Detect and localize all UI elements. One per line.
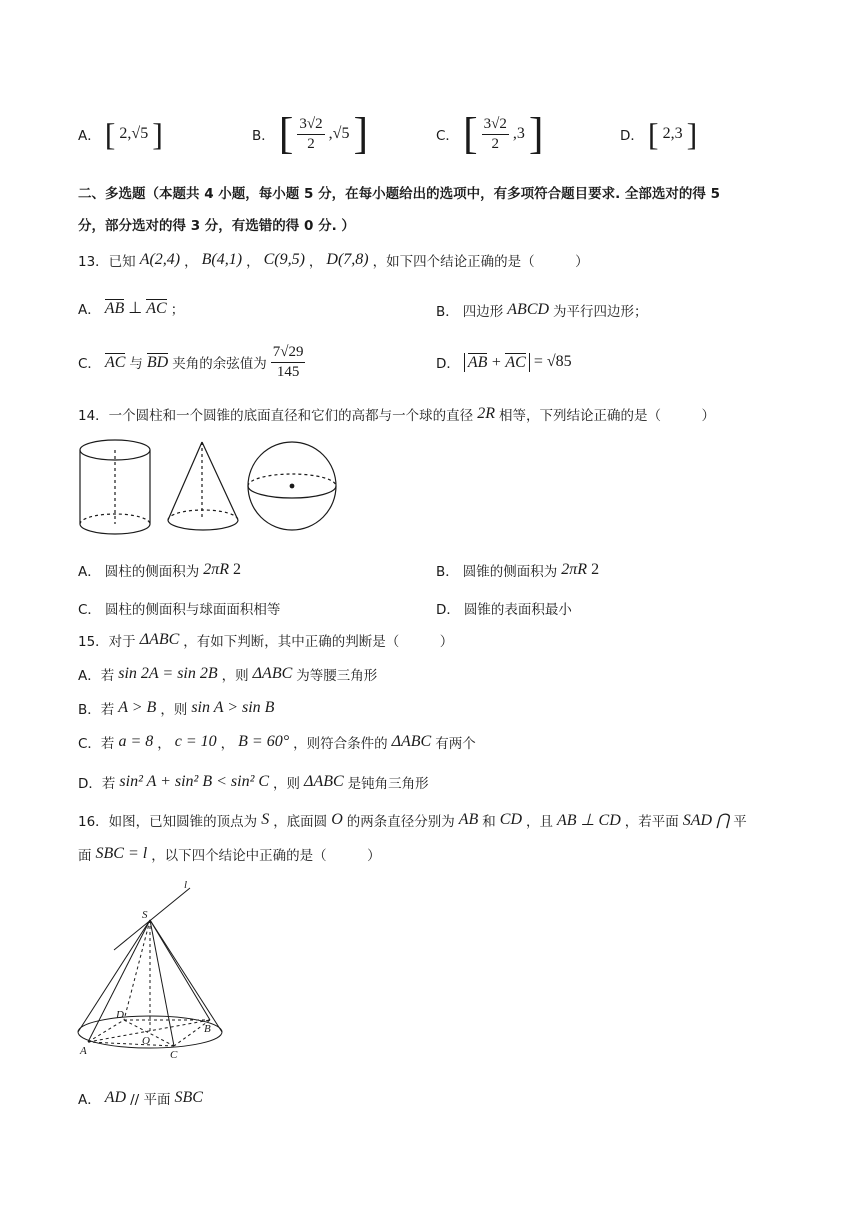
right-bracket: ] [686, 116, 698, 152]
fig-label-c: C [170, 1049, 178, 1060]
q16-stem-line1: 16．如图，已知圆锥的顶点为 S ，底面圆 O 的两条直径分别为 AB 和 CD ，且 AB ⊥ CD ，若平面 SAD ⋂ 平 [78, 811, 747, 830]
q12-option-b-fraction: $\frac{3√2}{2}$ [299, 116, 323, 152]
q12-option-b-label: B． [252, 128, 275, 144]
q15-option-c: C．若 a = 8 ， c = 10 ， B = 60° ，则符合条件的 ΔABC 有两个 [78, 733, 476, 752]
fig-label-d: D [116, 1009, 124, 1021]
fig-label-s: S [142, 909, 148, 921]
fig-label-a: A [80, 1045, 87, 1057]
q13-option-a: A． AB ⊥ AC ； [78, 300, 185, 318]
section-heading-line2: 分，部分选对的得 3 分，有选错的得 0 分. ） [78, 218, 355, 234]
q12-option-d-value: 2,3 [662, 125, 683, 142]
q14-stem: 14．一个圆柱和一个圆锥的底面直径和它们的高都与一个球的直径 2R 相等，下列结论正确的是（ ） [78, 405, 715, 424]
point-a: A(2,4) [139, 251, 181, 268]
left-bracket: [ [462, 109, 478, 158]
q12-option-b-rest: ,√5 [328, 125, 350, 142]
q13-option-b: B． 四边形 ABCD 为平行四边形； [436, 301, 648, 320]
right-bracket: ] [528, 109, 544, 158]
q12-option-c-label: C． [436, 128, 459, 144]
q13-option-c: C． AC 与 BD 夹角的余弦值为 $\frac{7√29}{145}$ [78, 344, 304, 380]
q15-stem: 15．对于 ΔABC ，有如下判断，其中正确的判断是（ ） [78, 631, 454, 650]
q12-option-a-label: A． [78, 128, 101, 144]
left-bracket: [ [104, 116, 116, 152]
vector-bd: BD [146, 354, 169, 371]
fig-label-o: O [142, 1035, 150, 1047]
cylinder-cone-sphere-figure [78, 436, 358, 540]
vector-ac: AC [146, 300, 167, 317]
point-c: C(9,5) [263, 251, 305, 268]
q13-option-d: D． AB + AC = √85 [436, 353, 572, 372]
q12-option-c [436, 109, 544, 158]
q14-option-a: A． 圆柱的侧面积为 2πR 2 [78, 561, 242, 580]
q12-option-c-fraction: $\frac{3√2}{2}$ [483, 116, 507, 152]
fig-label-b: B [204, 1023, 211, 1035]
q14-option-b: B． 圆锥的侧面积为 2πR 2 [436, 561, 600, 580]
q15-option-a: A．若 sin 2A = sin 2B ，则 ΔABC 为等腰三角形 [78, 665, 378, 684]
cosine-fraction: $\frac{7√29}{145}$ [272, 344, 304, 380]
left-bracket: [ [278, 109, 294, 158]
q14-option-d: D． 圆锥的表面积最小 [436, 602, 572, 618]
point-d: D(7,8) [326, 251, 369, 268]
point-b: B(4,1) [201, 251, 243, 268]
q14-option-c: C． 圆柱的侧面积与球面面积相等 [78, 602, 281, 618]
q15-option-d: D．若 sin² A + sin² B < sin² C ，则 ΔABC 是钝角三角形 [78, 773, 429, 792]
q16-stem-line2: 面 SBC = l ，以下四个结论中正确的是（ ） [78, 845, 381, 864]
vector-ab: AB [104, 300, 125, 317]
left-bracket: [ [647, 116, 659, 152]
q12-option-c-rest: ,3 [512, 125, 525, 142]
vector-ac: AC [104, 354, 126, 371]
q12-option-d-label: D． [620, 128, 644, 144]
section-heading-line1: 二、多选题（本题共 4 小题，每小题 5 分，在每小题给出的选项中，有多项符合题目要求. 全部选对的得 5 [78, 186, 721, 202]
fig-label-l: l [184, 880, 188, 891]
q12-option-a-value: 2,√5 [119, 125, 149, 142]
q15-option-b: B．若 A > B ，则 sin A > sin B [78, 699, 275, 718]
vector-sum-magnitude: AB + AC [464, 353, 530, 372]
right-bracket: ] [152, 116, 163, 152]
right-bracket: ] [353, 109, 369, 158]
q13-stem: 13．已知 A(2,4) ， B(4,1) ， C(9,5) ， D(7,8) ，如下四个结论正确的是（ ） [78, 251, 589, 270]
q12-option-d [620, 118, 697, 150]
q12-option-a [78, 118, 163, 150]
cone-figure [74, 880, 234, 1060]
q16-option-a: A． AD // 平面 SBC [78, 1089, 203, 1108]
q12-option-b [252, 109, 369, 158]
